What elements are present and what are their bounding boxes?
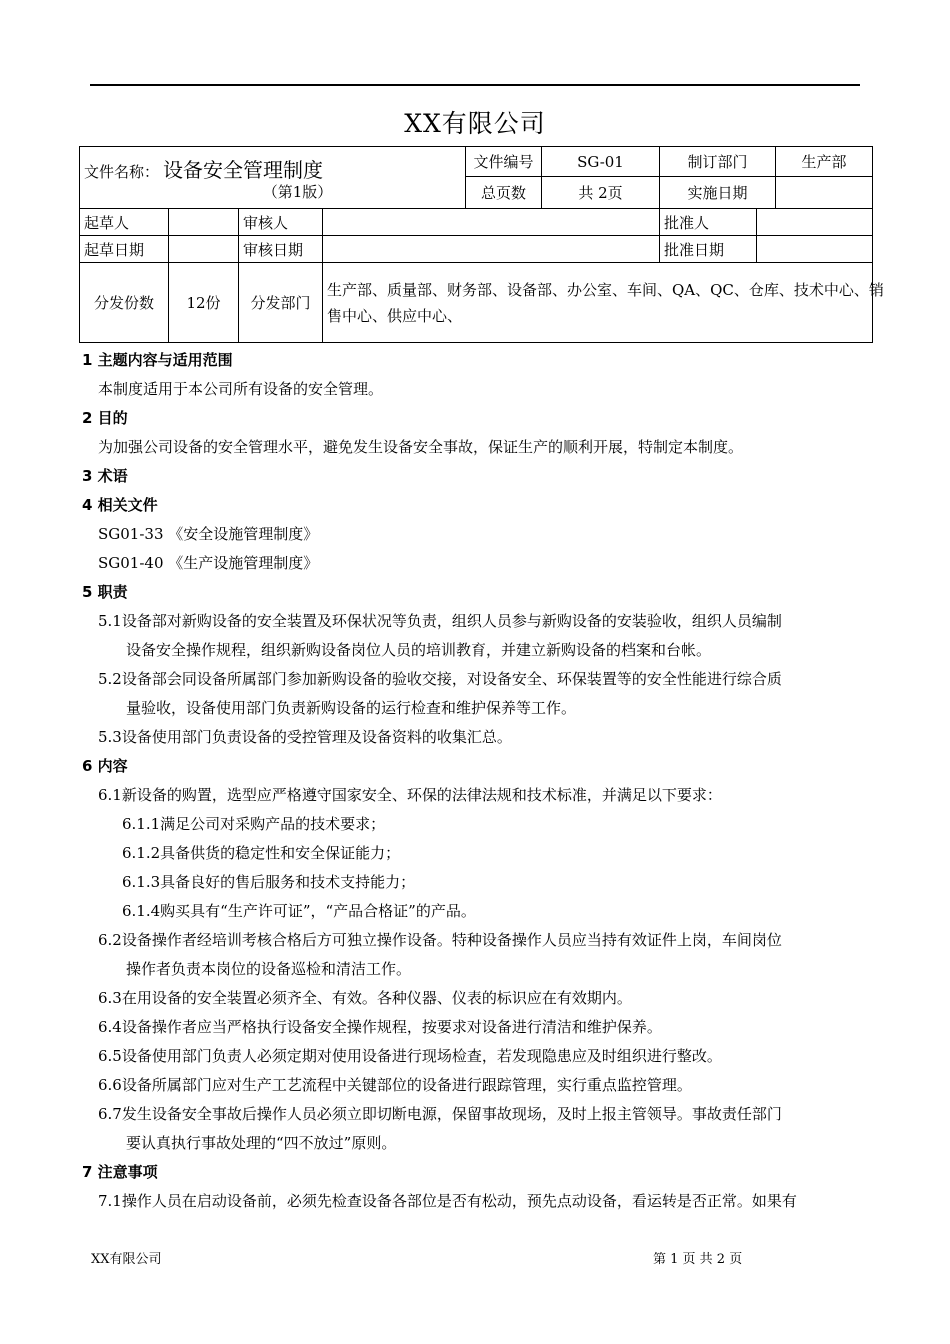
clause-6-1-2: 6.1.2具备供货的稳定性和安全保证能力； — [122, 844, 401, 862]
doc-no-label: 文件编号 — [466, 147, 542, 177]
reviewer-label: 审核人 — [239, 209, 323, 236]
section-1-para: 本制度适用于本公司所有设备的安全管理。 — [98, 380, 384, 398]
clause-5-2-line-1: 5.2设备部会同设备所属部门参加新购设备的验收交接，对设备安全、环保装置等的安全性能进行综合质 — [98, 670, 782, 688]
section-7-title: 7 注意事项 — [82, 1163, 158, 1181]
document-info-table — [79, 146, 884, 343]
approver-label: 批准人 — [660, 209, 757, 236]
copies-value: 12份 — [169, 263, 239, 343]
clause-6-1-1: 6.1.1满足公司对采购产品的技术要求； — [122, 815, 386, 833]
dept-value: 生产部 — [776, 147, 873, 177]
section-1-title: 1 主题内容与适用范围 — [82, 351, 233, 369]
review-date-value — [323, 236, 660, 263]
document-body — [82, 346, 872, 1216]
dist-dept-line-1: 生产部、质量部、财务部、设备部、办公室、车间、QA、QC、仓库、技术中心、销 — [327, 280, 884, 299]
company-title: XX有限公司 — [404, 109, 546, 138]
doc-name-label: 文件名称： — [84, 162, 160, 181]
impl-date-value — [776, 177, 873, 209]
pages-value: 共 2页 — [542, 177, 660, 209]
footer-company: XX有限公司 — [91, 1252, 162, 1267]
clause-6-6: 6.6设备所属部门应对生产工艺流程中关键部位的设备进行跟踪管理，实行重点监控管理。 — [98, 1076, 692, 1094]
section-5-title: 5 职责 — [82, 583, 128, 601]
clause-5-1-line-2: 设备安全操作规程，组织新购设备岗位人员的培训教育，并建立新购设备的档案和台帐。 — [126, 641, 712, 659]
reviewer-value — [323, 209, 660, 236]
clause-6-1: 6.1新设备的购置，选型应严格遵守国家安全、环保的法律法规和技术标准，并满足以下要求： — [98, 786, 722, 804]
clause-6-2-line-2: 操作者负责本岗位的设备巡检和清洁工作。 — [126, 960, 412, 978]
impl-date-label: 实施日期 — [660, 177, 776, 209]
clause-5-3: 5.3设备使用部门负责设备的受控管理及设备资料的收集汇总。 — [98, 728, 512, 746]
review-date-label: 审核日期 — [239, 236, 323, 263]
clause-6-5: 6.5设备使用部门负责人必须定期对使用设备进行现场检查，若发现隐患应及时组织进行整改。 — [98, 1047, 722, 1065]
clause-5-2-line-2: 量验收，设备使用部门负责新购设备的运行检查和维护保养等工作。 — [126, 699, 577, 717]
header-rule — [90, 84, 860, 86]
related-doc-2: SG01-40 《生产设施管理制度》 — [98, 554, 319, 572]
clause-6-7-line-2: 要认真执行事故处理的“四不放过”原则。 — [126, 1134, 397, 1152]
doc-edition: （第1版） — [262, 182, 333, 201]
dist-dept-line-2: 售中心、供应中心、 — [327, 306, 463, 325]
footer-page-number: 第 1 页 共 2 页 — [653, 1252, 743, 1267]
clause-7-1-line-1: 7.1操作人员在启动设备前，必须先检查设备各部位是否有松动，预先点动设备，看运转是否正常。如果有 — [98, 1192, 797, 1210]
pages-label: 总页数 — [466, 177, 542, 209]
related-doc-1: SG01-33 《安全设施管理制度》 — [98, 525, 319, 543]
dist-dept-label: 分发部门 — [239, 263, 323, 343]
doc-name-cell — [80, 147, 466, 209]
dist-dept-value — [323, 263, 884, 343]
clause-6-2-line-1: 6.2设备操作者经培训考核合格后方可独立操作设备。特种设备操作人员应当持有效证件上岗，车间岗位 — [98, 931, 782, 949]
section-3-title: 3 术语 — [82, 467, 128, 485]
section-4-title: 4 相关文件 — [82, 496, 158, 514]
clause-6-7-line-1: 6.7发生设备安全事故后操作人员必须立即切断电源，保留事故现场，及时上报主管领导。事故责任部门 — [98, 1105, 782, 1123]
doc-no: SG-01 — [542, 147, 660, 177]
clause-6-3: 6.3在用设备的安全装置必须齐全、有效。各种仪器、仪表的标识应在有效期内。 — [98, 989, 632, 1007]
draft-date-value — [169, 236, 239, 263]
drafter-label: 起草人 — [80, 209, 169, 236]
copies-label: 分发份数 — [80, 263, 169, 343]
section-6-title: 6 内容 — [82, 757, 128, 775]
clause-6-1-3: 6.1.3具备良好的售后服务和技术支持能力； — [122, 873, 416, 891]
dept-label: 制订部门 — [660, 147, 776, 177]
approve-date-label: 批准日期 — [660, 236, 757, 263]
approve-date-value — [757, 236, 873, 263]
section-2-title: 2 目的 — [82, 409, 128, 427]
draft-date-label: 起草日期 — [80, 236, 169, 263]
doc-name: 设备安全管理制度 — [163, 157, 324, 182]
clause-6-4: 6.4设备操作者应当严格执行设备安全操作规程，按要求对设备进行清洁和维护保养。 — [98, 1018, 662, 1036]
clause-6-1-4: 6.1.4购买具有“生产许可证”，“产品合格证”的产品。 — [122, 902, 476, 920]
section-2-para: 为加强公司设备的安全管理水平，避免发生设备安全事故，保证生产的顺利开展，特制定本制度。 — [98, 438, 744, 456]
drafter-value — [169, 209, 239, 236]
clause-5-1-line-1: 5.1设备部对新购设备的安全装置及环保状况等负责，组织人员参与新购设备的安装验收，组织人员编制 — [98, 612, 782, 630]
approver-value — [757, 209, 873, 236]
